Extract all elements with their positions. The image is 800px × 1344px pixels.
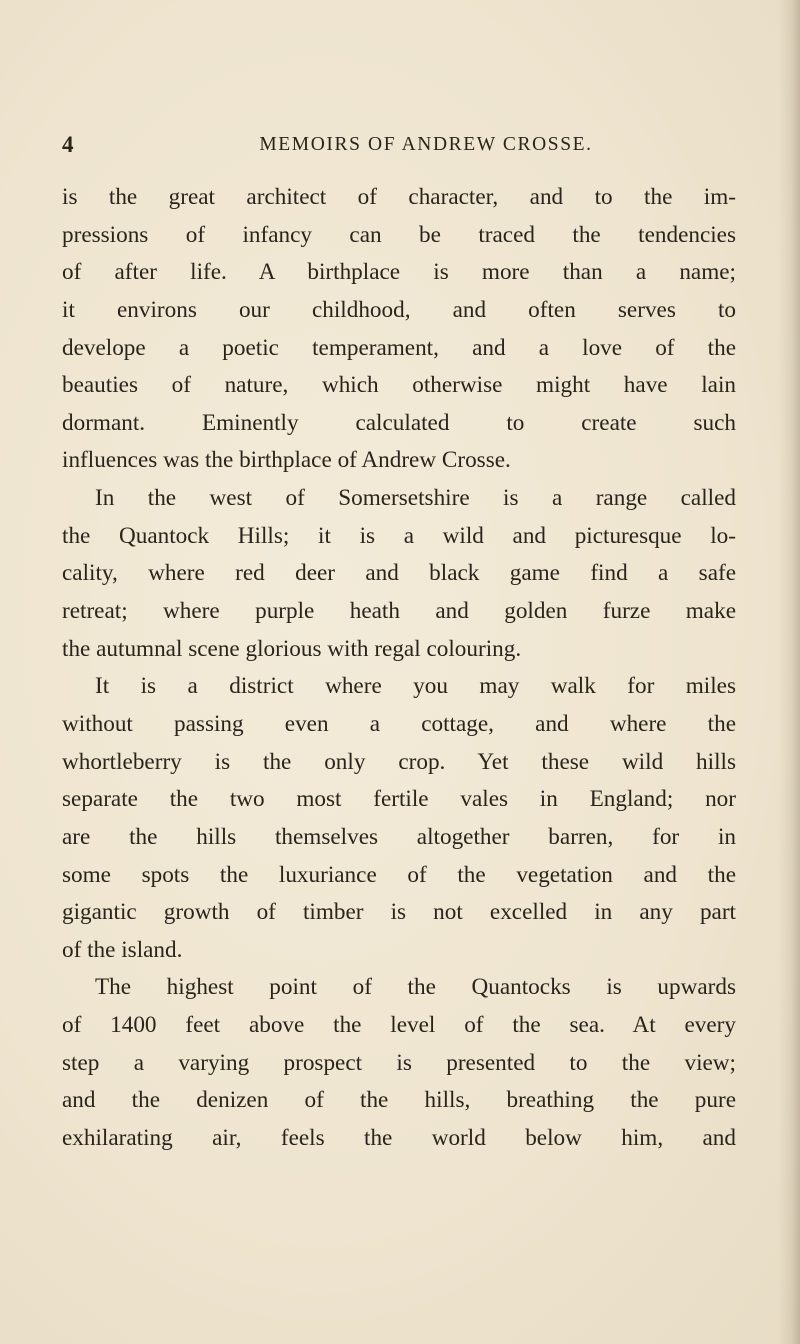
text-line: the autumnal scene glorious with regal colouring. [62, 635, 522, 662]
text-line: without passing even a cottage, and where the [62, 710, 736, 737]
text-line: whortleberry is the only crop. Yet these wild hills [62, 748, 736, 775]
page-header [62, 132, 732, 162]
body-text [62, 179, 736, 1158]
page-edge-shadow [778, 0, 800, 1344]
text-line: step a varying prospect is presented to the view; [62, 1049, 736, 1076]
text-line: In the west of Somersetshire is a range called [95, 485, 736, 512]
text-line: beauties of nature, which otherwise might have lain [62, 372, 736, 399]
text-line: gigantic growth of timber is not excelled in any part [62, 899, 736, 926]
text-line: some spots the luxuriance of the vegetation and the [62, 861, 736, 888]
text-line: it environs our childhood, and often serves to [62, 296, 736, 323]
text-line: the Quantock Hills; it is a wild and picturesque lo- [62, 522, 736, 549]
text-line: influences was the birthplace of Andrew Crosse. [62, 447, 511, 474]
text-line: exhilarating air, feels the world below him, and [62, 1125, 736, 1152]
text-line: is the great architect of character, and to the im- [62, 184, 736, 210]
text-line: of after life. A birthplace is more than a name; [62, 259, 736, 286]
text-line: are the hills themselves altogether barren, for in [62, 823, 736, 850]
text-line: develope a poetic temperament, and a love of the [62, 334, 736, 361]
text-line: of 1400 feet above the level of the sea. At every [62, 1012, 736, 1039]
running-title: MEMOIRS OF ANDREW CROSSE. [259, 134, 593, 155]
text-line: and the denizen of the hills, breathing the pure [62, 1087, 736, 1114]
text-line: dormant. Eminently calculated to create such [62, 409, 736, 436]
page-number: 4 [62, 132, 74, 157]
text-line: of the island. [62, 936, 183, 963]
text-line: cality, where red deer and black game find a safe [62, 560, 736, 587]
text-line: retreat; where purple heath and golden furze make [62, 598, 736, 625]
text-line: It is a district where you may walk for miles [95, 673, 736, 700]
text-line: pressions of infancy can be traced the tendencies [62, 221, 736, 248]
text-line: The highest point of the Quantocks is upwards [95, 974, 736, 1001]
text-line: separate the two most fertile vales in England; nor [62, 786, 736, 813]
